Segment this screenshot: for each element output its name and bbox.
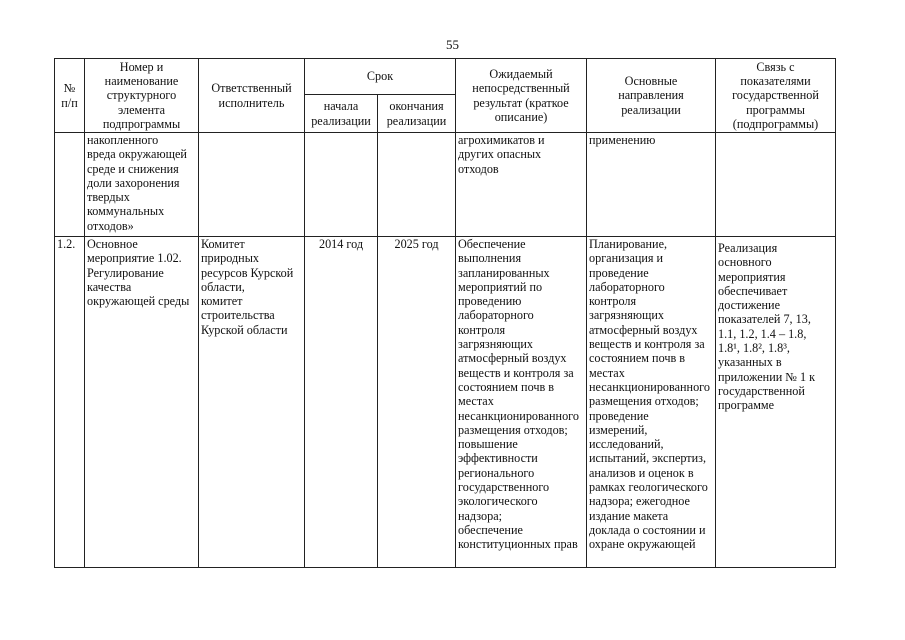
page-number: 55 <box>446 37 459 52</box>
table-row <box>55 133 836 237</box>
cell-directions: применению <box>587 133 716 237</box>
cell-indicator-link <box>716 133 836 237</box>
cell-indicator-link: Реализация основного мероприятия обеспечивает достижение показателей 7, 13, 1.1, 1.2, 1.4 – 1.8, 1.8¹, 1.8², 1.8³, указанных в приложении № 1 к государственной программе <box>716 237 836 568</box>
header-term: Срок <box>305 59 456 95</box>
table-row <box>55 237 836 568</box>
cell-number: 1.2. <box>55 237 85 568</box>
cell-expected-result: агрохимикатов и других опасных отходов <box>456 133 587 237</box>
cell-term-end <box>378 133 456 237</box>
cell-expected-result: Обеспечение выполнения запланированных мероприятий по проведению лабораторного контроля загрязняющих атмосферный воздух веществ и контроля за состоянием почв в местах несанкционированного размещения отходов; повышение эффективности регионального государственного экологического надзора; обеспечение конституционных прав <box>456 237 587 568</box>
header-directions: Основные направления реализации <box>587 59 716 133</box>
header-expected-result: Ожидаемый непосредственный результат (краткое описание) <box>456 59 587 133</box>
cell-number <box>55 133 85 237</box>
header-term-start: начала реализации <box>305 95 378 133</box>
implementation-table <box>54 58 836 568</box>
header-element-name: Номер и наименование структурного элемента подпрограммы <box>85 59 199 133</box>
cell-term-end: 2025 год <box>378 237 456 568</box>
cell-executor: Комитет природных ресурсов Курской области, комитет строительства Курской области <box>199 237 305 568</box>
header-indicator-link: Связь с показателями государственной программы (подпрограммы) <box>716 59 836 133</box>
header-executor: Ответственный исполнитель <box>199 59 305 133</box>
header-number: № п/п <box>55 59 85 133</box>
cell-term-start <box>305 133 378 237</box>
cell-element-name: накопленного вреда окружающей среде и снижения доли захоронения твердых коммунальных отходов» <box>85 133 199 237</box>
cell-element-name: Основное мероприятие 1.02. Регулирование качества окружающей среды <box>85 237 199 568</box>
cell-directions: Планирование, организация и проведение лабораторного контроля загрязняющих атмосферный воздух веществ и контроля за состоянием почв в местах несанкционированного размещения отходов; проведение измерений, исследований, испытаний, экспертиз, анализов и оценок в рамках геологического надзора; ежегодное издание макета доклада о состоянии и охране окружающей <box>587 237 716 568</box>
header-term-end: окончания реализации <box>378 95 456 133</box>
cell-executor <box>199 133 305 237</box>
cell-term-start: 2014 год <box>305 237 378 568</box>
